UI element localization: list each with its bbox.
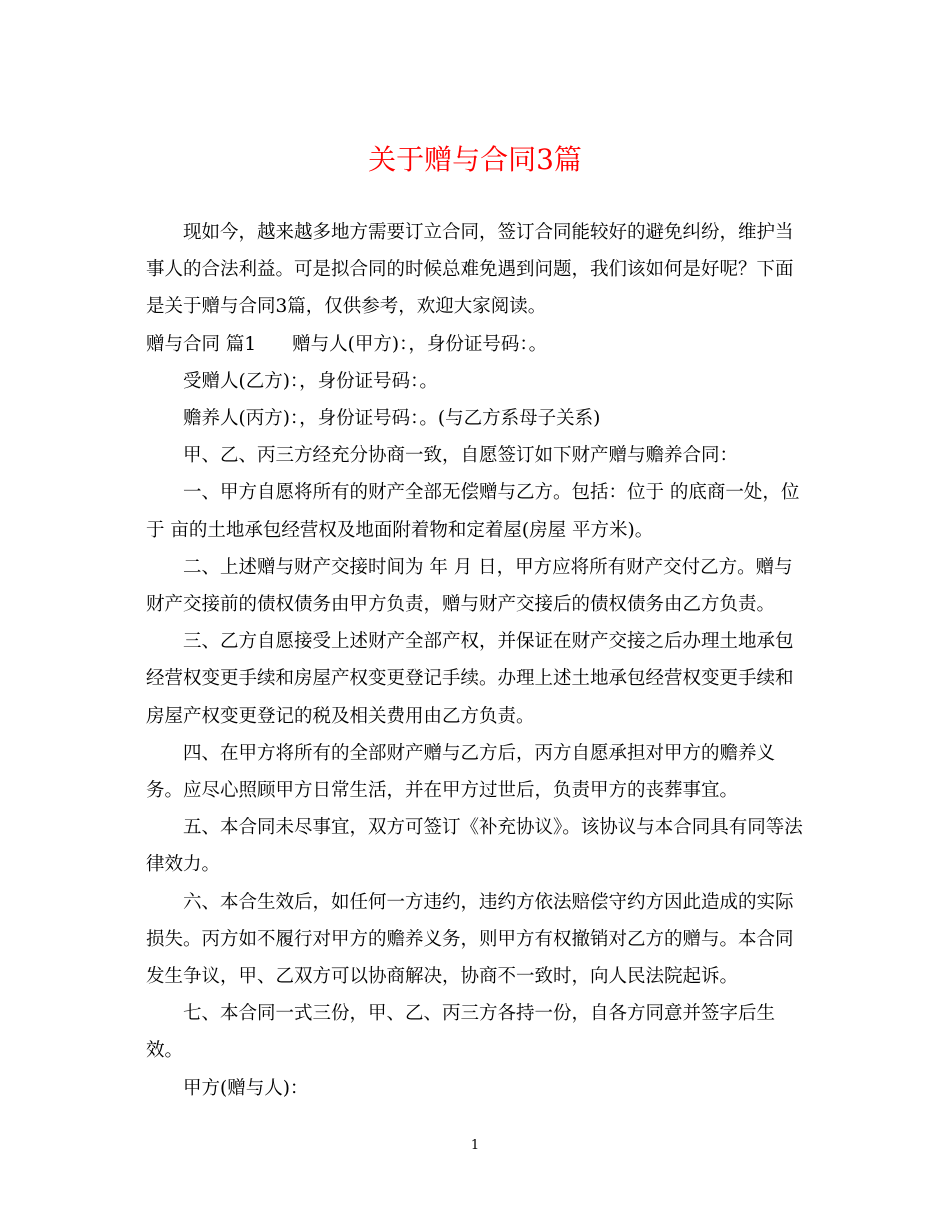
document-title: 关于赠与合同3篇 bbox=[368, 143, 582, 176]
signature-party-a: 甲方(赠与人)： bbox=[183, 1077, 309, 1099]
clause-1: 一、甲方自愿将所有的财产全部无偿赠与乙方。包括：位于 的底商一处，位于 亩的土地承包经营权及地面附着物和定着屋(房屋 平方米)。 bbox=[146, 482, 800, 541]
document-body bbox=[146, 214, 806, 1107]
intro-paragraph: 现如今，越来越多地方需要订立合同，签订合同能较好的避免纠纷，维护当事人的合法利益。可是拟合同的时候总难免遇到问题，我们该如何是好呢？下面是关于赠与合同3篇，仅供参考，欢迎大家阅读。 bbox=[146, 222, 794, 318]
clause-2: 二、上述赠与财产交接时间为 年 月 日，甲方应将所有财产交付乙方。赠与财产交接前的债权债务由甲方负责，赠与财产交接后的债权债务由乙方负责。 bbox=[146, 556, 793, 616]
clause-4: 四、在甲方将所有的全部财产赠与乙方后，丙方自愿承担对甲方的赡养义务。应尽心照顾甲方日常生活，并在甲方过世后，负责甲方的丧葬事宜。 bbox=[146, 742, 776, 802]
party-b-line: 受赠人(乙方)：，身份证号码：。 bbox=[183, 370, 438, 392]
preamble-paragraph: 甲、乙、丙三方经充分协商一致，自愿签订如下财产赠与赡养合同： bbox=[183, 445, 739, 467]
section-heading: 赠与合同 篇1 bbox=[146, 333, 257, 355]
party-a-line: 赠与人(甲方)：，身份证号码：。 bbox=[292, 333, 548, 355]
clause-5: 五、本合同未尽事宜，双方可签订《补充协议》。该协议与本合同具有同等法律效力。 bbox=[146, 817, 803, 876]
section-heading-line bbox=[146, 326, 806, 363]
party-c-line: 赡养人(丙方)：，身份证号码：。(与乙方系母子关系) bbox=[183, 408, 601, 430]
clause-6: 六、本合生效后，如任何一方违约，违约方依法赔偿守约方因此造成的实际损失。丙方如不履行对甲方的赡养义务，则甲方有权撤销对乙方的赠与。本合同发生争议，甲、乙双方可以协商解决，协商不一致时，向人民法院起诉。 bbox=[146, 891, 794, 988]
page-number: 1 bbox=[470, 1138, 480, 1153]
clause-7: 七、本合同一式三份，甲、乙、丙三方各持一份，自各方同意并签字后生效。 bbox=[146, 1003, 776, 1062]
clause-3: 三、乙方自愿接受上述财产全部产权，并保证在财产交接之后办理土地承包经营权变更手续和房屋产权变更登记手续。办理上述土地承包经营权变更手续和房屋产权变更登记的税及相关费用由乙方负责。 bbox=[146, 631, 794, 727]
